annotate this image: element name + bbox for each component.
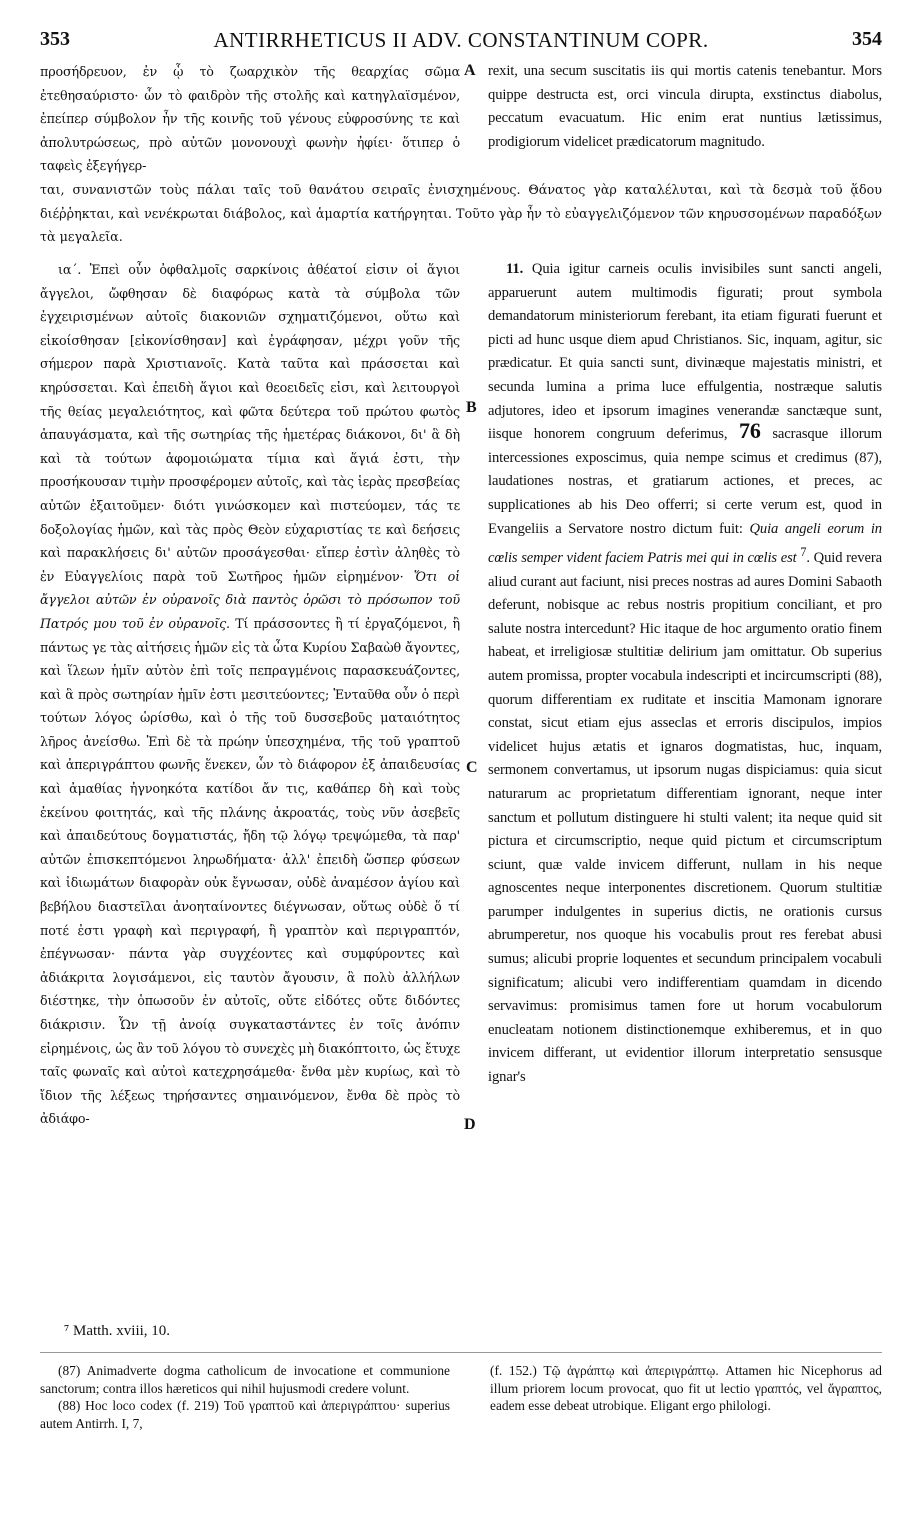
note-88: (88) Hoc loco codex (f. 219) Τοῦ γραπτοῦ καὶ ἀπεριγράπτου· superius autem Antirrh. I, 7, (40, 1398, 450, 1431)
latin-gospel-quote: Quia angeli eorum in cœlis semper vident faciem Patris mei qui in cœlis est (488, 520, 882, 566)
latin-section-number: 11. (506, 261, 524, 277)
greek-text-part-2: Τί πράσσοντες ἢ τί ἐργαζόμενοι, ἢ πάντως γε τὰς αἰτήσεις ἡμῶν εἰς τὰ ὦτα Κυρίου Σαβαὼθ ἄγοντες, καὶ ἵλεων ἡμῖν αὐτὸν ἐπὶ τοῖς πεπραγμένοις παρασκευάζοντες, καὶ ἃ πρὸς σωτηρίαν ἡμῖν ἐστι μεσιτεύοντες; Ἐνταῦθα οὖν ὁ περὶ τούτων λόγος ὡρίσθω, καὶ ὁ τῆς τοῦ δυσσεβοῦς ματαιότητος λῆρος ἀνείσθω. Ἐπὶ δὲ τὰ πρώην ὑπεσχημένα, τῆς τοῦ γραπτοῦ καὶ ἀπεριγράπτου φωνῆς ἕνεκεν, ὧν τὸ διάφορον ἐξ ἀπαιδευσίας καὶ ἀμαθίας ἠγνοηκότα κατίδοι ἄν τις, καθάπερ δὴ καὶ τοὺς ἐκείνου φοιτητάς, καὶ τῆς πλάνης ἀκροατάς, τοὺς νῦν ἀσεβεῖς καὶ ἀπαιδεύτους δογματιστάς, ἤδη τῷ λόγῳ τρεψώμεθα, τὰ παρ' αὐτῶν ἐπισκεπτόμενοι ληρωδήματα· ἀλλ' ἐπειδὴ ὥσπερ φύσεων καὶ ἰδιωμάτων διαφορὰν οὐκ ἔγνωσαν, οὐδὲ ἀναμέσον ἁγίου καὶ βεβήλου διαστεῖλαι ἀνοηταίνοντες διέγνωσαν, οὕτως οὐδὲ ὅ τί ποτέ ἐστι γραφὴ καὶ περιγραφή, ἢ γραπτὸν καὶ περιγραπτόν, ἐπέγνωσαν· πάντα γὰρ συγχέοντες καὶ συμφύροντες καὶ ἀδιάκριτα λογισάμενοι, εἰς ταυτὸν ἄγουσιν, ἃ πολὺ ἀλλήλων διέστηκε, τὴν ὁπωσοῦν ἐν αὐτοῖς, οὔτε εἰδότες οὔτε διδόντες διάκρισιν. Ὧν τῇ ἀνοίᾳ συγκαταστάντες ἐν τοῖς ἀνόπιν εἰρημένοις, ὡς ἂν τοῦ λόγου τὸ συνεχὲς μὴ διακόπτοιτο, ὡς ἔτυχε ταῖς φωναῖς καὶ αὐτοὶ κατεχρησάμεθα· ἔνθα μὲν κυρίως, καὶ τὸ ἴδιον τῆς λέξεως τηρήσαντες σημαινόμενον, ἔνθα δὲ πρὸς τὸ ἀδιάφο- (40, 615, 460, 1127)
margin-marker-c: C (466, 759, 478, 776)
note-87: (87) Animadverte dogma catholicum de invocatione et communione sanctorum; contra illos hæreticos qui nihil hujusmodi credere volunt. (40, 1363, 450, 1396)
running-header (40, 28, 882, 58)
latin-text-part-2: sacrasque illorum intercessiones exposcimus, quia nempe scimus et credimus (87), laudationes nostras, et gratiarum actiones, et preces, ac supplicationes ab his Deo offerri; si certe verum est, quod in Evangeliis a Servatore nostro dictum fuit: (488, 426, 882, 537)
notes-column-right (490, 1362, 882, 1415)
greek-column-main (40, 258, 460, 1131)
edition-page-number: 76 (738, 418, 761, 444)
margin-marker-a: A (464, 62, 476, 79)
page-number-left: 353 (40, 28, 70, 50)
greek-full-text: ται, συνανιστῶν τοὺς πάλαι ταῖς τοῦ θανάτου σειραῖς ἐνισχημένους. Θάνατος γὰρ καταλέλυται, καὶ τὰ δεσμὰ τοῦ ᾅδου διέῤῥηκται, καὶ νενέκρωται διάβολος, καὶ ἁμαρτία κατήργηται. Τοῦτο γὰρ ἦν τὸ εὐαγγελιζόμενον τῶν κηρυσσομένων παραδόξων τὰ μεγαλεῖα. (40, 182, 882, 245)
latin-column-main (488, 258, 882, 1090)
latin-column-top (488, 60, 882, 154)
greek-gospel-quote: Ὅτι οἱ ἄγγελοι αὐτῶν ἐν οὐρανοῖς διὰ παντὸς ὁρῶσι τὸ πρόσωπον τοῦ Πατρός μου τοῦ ἐν οὐρανοῖς. (40, 568, 460, 631)
notes-divider (40, 1352, 882, 1353)
greek-section-11 (40, 258, 460, 1131)
margin-marker-d: D (464, 1116, 476, 1133)
latin-quote-footnote-ref: 7 (800, 545, 807, 560)
page-number-right: 354 (852, 28, 882, 50)
latin-text-part-1: Quia igitur carneis oculis invisibiles sunt sancti angeli, apparuerunt autem multimodis figurati; prout symbola demandatorum ministeriorum ferebant, ita etiam figurati fuerunt et picti ad hunc usque diem apud Christianos. Sic, inquam, agitur, sic prædicatur. Et quia sancti sunt, divinæque majestatis ministri, et secunda lumina a prima luce effulgentia, nostræque salutis adjutores, ideo et ipsorum imagines venerandæ sanctæque sunt, iisque honorem congruum deferimus, (488, 261, 882, 443)
notes-column-left (40, 1362, 450, 1432)
latin-text-part-3: . Quid revera aliud curant aut faciunt, nisi preces nostras ad aures Domini Sabaoth deferunt, nobisque ac rebus nostris propitium conciliant, et pro salute nostra intercedunt? Hic itaque de hoc argumento oratio finem habeat, et irreligiosæ stultitiæ delirium jam omittatur. Ob superius autem promissa, propter vocabula indescripti et incircumscripti (88), quorum differentiam ex ruditate et inscitia Mamonam ignorare constat, sicut etiam ejus asseclas et erroris discipulos, impios videlicet hujus ætatis et ignaros dogmatistas, huc, inquam, sermonem convertamus, ut ipsorum nugas dispiciamus: quia sicut naturarum ac proprietatum differentiam ignorant, neque inter sanctum et pollutum distinguere hi stulti valent; ita neque quid sit pictura et circumscriptio, neque quid pictum et circumscriptum sciunt, quæ valde invicem differunt, nullam in his neque agnoscentes neque interponentes discretionem. Quorum stultitiæ parumper indulgentes in superius dictis, ne orationis cursus abrumperetur, nos quoque his vocabulis prout res ferebat abusi sumus; alicubi proprie loquentes et secundum principalem vocabuli significatum; alicubi vero indifferentiam quamdam in dicendo servavimus: promisimus tamen fore ut horum vocabulorum enucleatam notionem distinctionemque exhiberemus, et in quo invicem differant, ut evidentior illorum interpretatio sensusque ignar's (488, 549, 882, 1086)
margin-marker-b: B (466, 399, 477, 416)
latin-paragraph-top: rexit, una secum suscitatis iis qui mortis catenis tenebantur. Mors quippe destructa est, orci vincula dirupta, exstinctus diabolus, peccatum evacuatum. Hic enim erat nuntius lætissimus, prodigiorum videlicet prædicatorum magnitudo. (488, 63, 882, 150)
greek-text-part-1: ια΄. Ἐπεὶ οὖν ὀφθαλμοῖς σαρκίνοις ἀθέατοί εἰσιν οἱ ἅγιοι ἄγγελοι, ὤφθησαν δὲ διαφόρως κατὰ τὰ σύμβολα τῶν ἐγχειρισμένων αὐτοῖς διακονιῶν σχηματιζόμενοι, οὕτω καὶ εἰκοίσθησαν [εἰκονίσθησαν] καὶ ἐγράφησαν, μέχρι γοῦν τῆς σήμερον παρὰ Χριστιανοῖς. Κατὰ ταῦτα καὶ πράσσεται καὶ κηρύσσεται. Καὶ ἐπειδὴ ἅγιοι καὶ θεοειδεῖς εἰσι, καὶ λειτουργοὶ τῆς θείας μεγαλειότητος, καὶ φῶτα δεύτερα τοῦ πρώτου φωτὸς ἀπαυγάσματα, καὶ τῆς σωτηρίας τῆς ἡμετέρας διάκονοι, δι' ἃ δὴ καὶ τὰ τούτων ἀφομοιώματα τίμια καὶ ἅγιά ἐστι, τὴν προσήκουσαν τιμὴν προσφέρομεν αὐτοῖς, καὶ τὰς ἱερὰς πρεσβείας αὐτῶν ἐξαιτοῦμεν· διότι γινώσκομεν καὶ πιστεύομεν, τάς τε δοξολογίας ἡμῶν, καὶ τὰς πρὸς Θεὸν εὐχαριστίας τε καὶ δεήσεις καὶ παρακλήσεις δι' αὐτῶν προσάγεσθαι· εἴπερ ἐστὶν ἀληθὲς τὸ ἐν Εὐαγγελίοις παρὰ τοῦ Σωτῆρος ἡμῶν εἰρημένον· (40, 262, 460, 584)
latin-section-11 (488, 258, 882, 1090)
scripture-footnote: ⁷ Matth. xviii, 10. (64, 1323, 171, 1339)
running-title: ANTIRRHETICUS II ADV. CONSTANTINUM COPR. (213, 28, 709, 52)
greek-paragraph-top: προσήδρευον, ἐν ᾧ τὸ ζωαρχικὸν τῆς θεαρχίας σῶμα ἐτεθησαύριστο· ὧν τὸ φαιδρὸν τῆς στολῆς καὶ κατηγλαϊσμένον, ἐπείπερ σύμβολον ἦν τῆς κοινῆς τοῦ γένους εὐφροσύνης τε καὶ ἀπολυτρώσεως, πρὸ αὐτῶν μονονουχὶ φωνὴν ἠφίει· ὅτιπερ ὁ ταφεὶς ἐξεγήγερ- (40, 64, 460, 174)
greek-full-width-paragraph (40, 178, 882, 249)
note-88-continued: (f. 152.) Τῷ ἀγράπτῳ καὶ ἀπεριγράπτῳ. Attamen hic Nicephorus ad illum priorem locum provocat, quo fit ut lectio γραπτός, vel ἄγραπτος, eadem esse debeat utrobique. Eligant ergo philologi. (490, 1363, 882, 1413)
greek-column-top (40, 60, 460, 178)
